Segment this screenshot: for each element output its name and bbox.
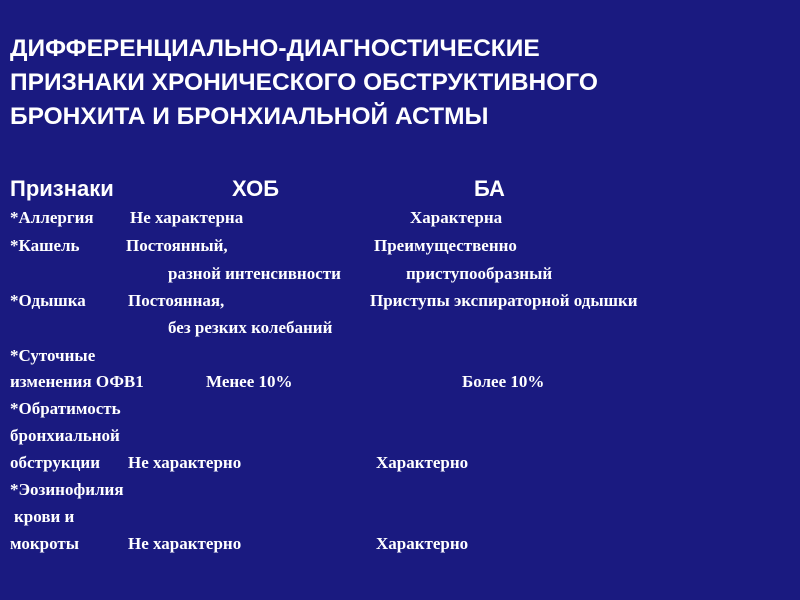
eosinophilia-label-line-3: мокроты [10, 534, 80, 553]
allergy-ba: Характерна [410, 208, 503, 227]
fev1-ba: Более 10% [462, 372, 545, 391]
reversibility-label-line-3: обструкции [10, 453, 101, 472]
fev1-label-line-2: изменения ОФВ1 [10, 372, 144, 391]
cough-cob-line-1: Постоянный, [126, 236, 228, 255]
title-line-2: ПРИЗНАКИ ХРОНИЧЕСКОГО ОБСТРУКТИВНОГО [10, 69, 598, 96]
title-line-3: БРОНХИТА И БРОНХИАЛЬНОЙ АСТМЫ [10, 103, 489, 130]
reversibility-label-line-2: бронхиальной [10, 426, 120, 445]
title-line-1: ДИФФЕРЕНЦИАЛЬНО-ДИАГНОСТИЧЕСКИЕ [10, 35, 540, 62]
header-signs: Признаки [10, 176, 114, 201]
dyspnea-cob-line-2: без резких колебаний [168, 318, 333, 337]
dyspnea-cob-line-1: Постоянная, [128, 291, 225, 310]
eosinophilia-label-line-2: крови и [14, 507, 75, 526]
reversibility-label-line-1: *Обратимость [10, 399, 121, 418]
cough-ba-line-2: приступообразный [406, 264, 553, 283]
dyspnea-ba: Приступы экспираторной одышки [370, 291, 638, 310]
allergy-cob: Не характерна [130, 208, 244, 227]
header-cob: ХОБ [232, 176, 280, 201]
cough-ba-line-1: Преимущественно [374, 236, 517, 255]
dyspnea-label: *Одышка [10, 291, 86, 310]
cough-label: *Кашель [10, 236, 80, 255]
header-ba: БА [474, 176, 505, 201]
fev1-label-line-1: *Суточные [10, 346, 96, 365]
slide-title [10, 32, 790, 134]
eosinophilia-cob: Не характерно [128, 534, 242, 553]
eosinophilia-label-line-1: *Эозинофилия [10, 480, 124, 499]
eosinophilia-ba: Характерно [376, 534, 469, 553]
cough-cob-line-2: разной интенсивности [168, 264, 341, 283]
reversibility-ba: Характерно [376, 453, 469, 472]
allergy-label: *Аллергия [10, 208, 94, 227]
reversibility-cob: Не характерно [128, 453, 242, 472]
fev1-cob: Менее 10% [206, 372, 293, 391]
